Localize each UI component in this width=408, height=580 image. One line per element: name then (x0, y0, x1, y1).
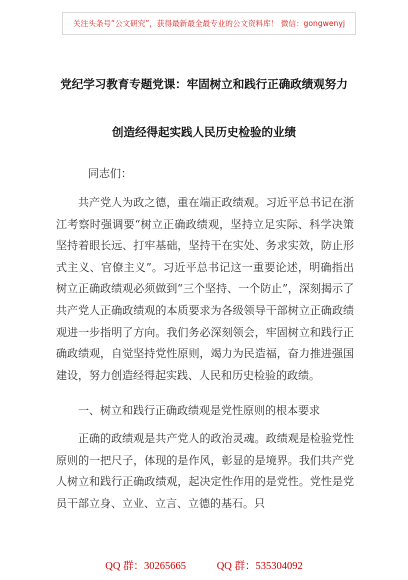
header-banner: 关注头条号“公文研究”，获得最新最全最专业的公文资料库！ 微信：gongwenyj (62, 12, 356, 35)
section-heading-1: 一、树立和践行正确政绩观是党性原则的根本要求 (78, 404, 320, 417)
footer-qq-group-2: QQ 群：535304092 (216, 561, 303, 572)
footer-qq-group-1: QQ 群：30265665 (105, 561, 187, 572)
body-paragraph-1: 共产党人为政之德，重在端正政绩观。习近平总书记在浙江考察时强调要“树立正确政绩观，坚持立足实际、科学决策坚持着眼长远、打牢基础，坚持干在实处、务求实效，防止形式主义、官僚主义”。习近平总书记这一重要论述，明确指出树立正确政绩观必须做到“三个坚持、一个防止”，深刻揭示了共产党人正确政绩观的本质要求为各级领导干部树立正确政绩观进一步指明了方向。我们务必深刻领会，牢固树立和践行正确政绩观，自觉坚持党性原则，竭力为民造福，奋力推进强国建设，努力创造经得起实践、人民和历史检验的政绩。 (56, 196, 354, 382)
document-title-line-2: 创造经得起实践人民历史检验的业绩 (112, 125, 296, 139)
document-title-line-1: 党纪学习教育专题党课：牢固树立和践行正确政绩观努力 (60, 77, 348, 91)
body-paragraph-2: 正确的政绩观是共产党人的政治灵魂。政绩观是检验党性原则的一把尺子，体现的是作风，彰显的是境界。我们共产党人树立和践行正确政绩观，起决定性作用的是党性。党性是党员干部立身、立业、立言、立德的基石。只 (56, 432, 354, 510)
salutation: 同志们： (88, 167, 132, 180)
footer-contacts (0, 558, 408, 573)
